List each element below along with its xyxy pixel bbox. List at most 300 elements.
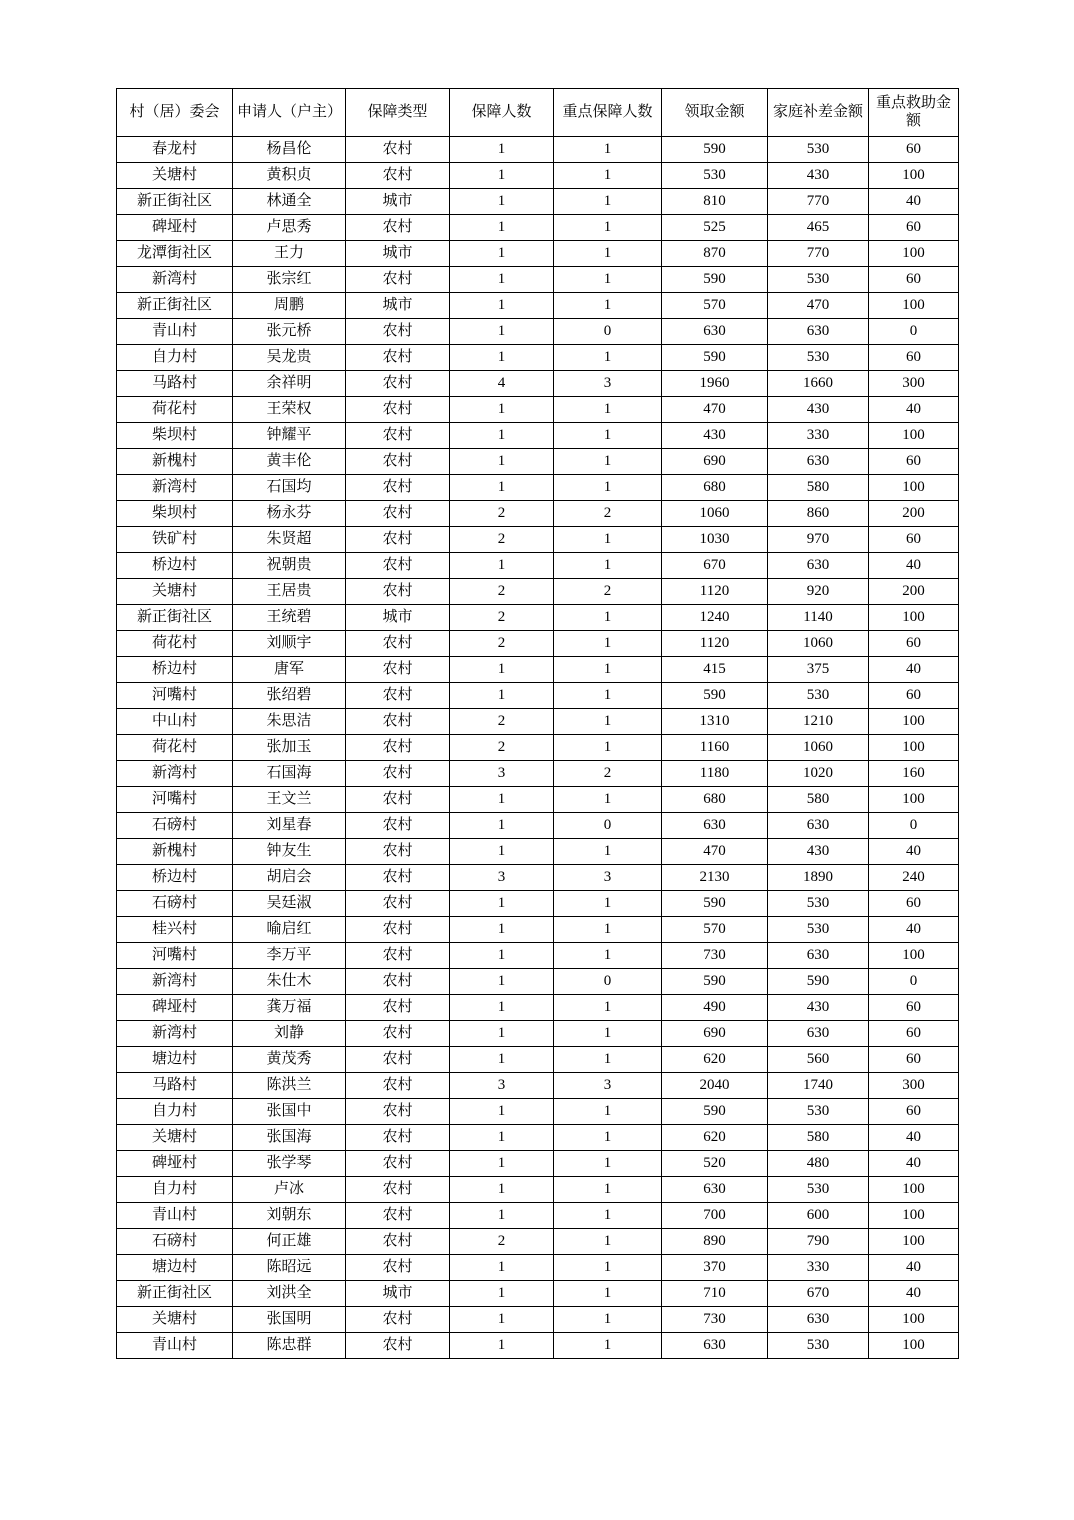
cell-type: 农村 [346, 1255, 450, 1281]
table-row [117, 917, 959, 943]
cell-amount-received: 430 [662, 423, 768, 449]
cell-applicant: 王统碧 [233, 605, 346, 631]
cell-people-count: 1 [450, 1333, 554, 1359]
cell-amount-received: 1120 [662, 631, 768, 657]
cell-people-count: 1 [450, 319, 554, 345]
table-row [117, 683, 959, 709]
cell-amount-received: 570 [662, 293, 768, 319]
cell-people-count: 2 [450, 735, 554, 761]
cell-type: 农村 [346, 501, 450, 527]
cell-village: 桥边村 [117, 865, 233, 891]
cell-key-assistance: 300 [869, 1073, 959, 1099]
cell-family-subsidy: 770 [768, 241, 869, 267]
cell-key-assistance: 60 [869, 995, 959, 1021]
table-row [117, 631, 959, 657]
cell-amount-received: 690 [662, 1021, 768, 1047]
cell-key-assistance: 100 [869, 1229, 959, 1255]
cell-type: 农村 [346, 267, 450, 293]
cell-key-people-count: 1 [554, 397, 662, 423]
cell-amount-received: 620 [662, 1047, 768, 1073]
cell-people-count: 1 [450, 345, 554, 371]
cell-applicant: 王居贵 [233, 579, 346, 605]
cell-key-assistance: 60 [869, 345, 959, 371]
cell-people-count: 1 [450, 683, 554, 709]
cell-type: 农村 [346, 1333, 450, 1359]
cell-people-count: 1 [450, 917, 554, 943]
cell-applicant: 石国海 [233, 761, 346, 787]
cell-applicant: 王力 [233, 241, 346, 267]
cell-amount-received: 590 [662, 267, 768, 293]
cell-type: 农村 [346, 631, 450, 657]
cell-amount-received: 370 [662, 1255, 768, 1281]
table-row [117, 761, 959, 787]
cell-village: 石磅村 [117, 813, 233, 839]
cell-applicant: 钟耀平 [233, 423, 346, 449]
cell-family-subsidy: 530 [768, 137, 869, 163]
cell-key-people-count: 1 [554, 683, 662, 709]
cell-family-subsidy: 630 [768, 1021, 869, 1047]
table-row [117, 345, 959, 371]
cell-applicant: 刘顺宇 [233, 631, 346, 657]
cell-family-subsidy: 330 [768, 1255, 869, 1281]
cell-amount-received: 630 [662, 1177, 768, 1203]
table-row [117, 397, 959, 423]
cell-applicant: 龚万福 [233, 995, 346, 1021]
cell-key-assistance: 60 [869, 683, 959, 709]
column-header-key-people-count: 重点保障人数 [554, 89, 662, 137]
cell-applicant: 唐军 [233, 657, 346, 683]
cell-amount-received: 730 [662, 943, 768, 969]
cell-amount-received: 590 [662, 969, 768, 995]
cell-people-count: 1 [450, 1177, 554, 1203]
cell-key-people-count: 1 [554, 891, 662, 917]
cell-people-count: 1 [450, 1021, 554, 1047]
cell-village: 新正街社区 [117, 605, 233, 631]
cell-applicant: 黄积贞 [233, 163, 346, 189]
cell-applicant: 刘星春 [233, 813, 346, 839]
cell-people-count: 1 [450, 267, 554, 293]
cell-key-assistance: 60 [869, 215, 959, 241]
cell-family-subsidy: 530 [768, 1099, 869, 1125]
cell-key-assistance: 60 [869, 449, 959, 475]
table-container [116, 88, 958, 1359]
table-row [117, 891, 959, 917]
cell-people-count: 1 [450, 1307, 554, 1333]
cell-village: 新正街社区 [117, 293, 233, 319]
cell-village: 荷花村 [117, 631, 233, 657]
cell-people-count: 3 [450, 865, 554, 891]
table-row [117, 163, 959, 189]
table-row [117, 579, 959, 605]
cell-type: 城市 [346, 189, 450, 215]
cell-key-assistance: 240 [869, 865, 959, 891]
cell-amount-received: 690 [662, 449, 768, 475]
cell-amount-received: 680 [662, 475, 768, 501]
cell-village: 新正街社区 [117, 189, 233, 215]
cell-key-assistance: 60 [869, 137, 959, 163]
cell-key-people-count: 1 [554, 189, 662, 215]
cell-key-assistance: 40 [869, 553, 959, 579]
cell-applicant: 王文兰 [233, 787, 346, 813]
cell-amount-received: 590 [662, 891, 768, 917]
cell-amount-received: 590 [662, 683, 768, 709]
cell-type: 农村 [346, 917, 450, 943]
cell-village: 新正街社区 [117, 1281, 233, 1307]
column-header-applicant: 申请人（户主） [233, 89, 346, 137]
cell-amount-received: 1240 [662, 605, 768, 631]
cell-key-people-count: 1 [554, 1151, 662, 1177]
cell-type: 农村 [346, 657, 450, 683]
cell-key-assistance: 40 [869, 397, 959, 423]
cell-key-assistance: 100 [869, 943, 959, 969]
cell-key-assistance: 100 [869, 241, 959, 267]
cell-type: 农村 [346, 787, 450, 813]
cell-amount-received: 630 [662, 813, 768, 839]
cell-type: 城市 [346, 605, 450, 631]
table-row [117, 1307, 959, 1333]
cell-people-count: 1 [450, 1151, 554, 1177]
cell-amount-received: 2130 [662, 865, 768, 891]
cell-key-people-count: 1 [554, 1099, 662, 1125]
cell-type: 农村 [346, 943, 450, 969]
cell-key-people-count: 3 [554, 1073, 662, 1099]
table-row [117, 605, 959, 631]
cell-key-people-count: 1 [554, 215, 662, 241]
table-row [117, 319, 959, 345]
cell-key-assistance: 0 [869, 319, 959, 345]
cell-applicant: 黄丰伦 [233, 449, 346, 475]
cell-village: 青山村 [117, 1333, 233, 1359]
cell-key-people-count: 0 [554, 319, 662, 345]
cell-village: 桂兴村 [117, 917, 233, 943]
cell-amount-received: 670 [662, 553, 768, 579]
table-row [117, 1047, 959, 1073]
cell-key-people-count: 1 [554, 709, 662, 735]
cell-amount-received: 525 [662, 215, 768, 241]
cell-family-subsidy: 580 [768, 1125, 869, 1151]
cell-village: 新槐村 [117, 449, 233, 475]
cell-type: 农村 [346, 1021, 450, 1047]
cell-type: 农村 [346, 579, 450, 605]
cell-village: 桥边村 [117, 553, 233, 579]
cell-amount-received: 415 [662, 657, 768, 683]
cell-amount-received: 620 [662, 1125, 768, 1151]
table-row [117, 813, 959, 839]
cell-people-count: 1 [450, 137, 554, 163]
column-header-village: 村（居）委会 [117, 89, 233, 137]
column-header-people-count: 保障人数 [450, 89, 554, 137]
cell-village: 石磅村 [117, 1229, 233, 1255]
cell-amount-received: 730 [662, 1307, 768, 1333]
table-row [117, 943, 959, 969]
cell-key-assistance: 0 [869, 813, 959, 839]
cell-family-subsidy: 1060 [768, 631, 869, 657]
cell-type: 农村 [346, 1099, 450, 1125]
cell-amount-received: 700 [662, 1203, 768, 1229]
cell-key-people-count: 1 [554, 1021, 662, 1047]
cell-village: 新湾村 [117, 475, 233, 501]
cell-type: 农村 [346, 319, 450, 345]
cell-people-count: 1 [450, 657, 554, 683]
cell-people-count: 1 [450, 163, 554, 189]
cell-people-count: 1 [450, 215, 554, 241]
cell-people-count: 4 [450, 371, 554, 397]
cell-type: 农村 [346, 163, 450, 189]
cell-key-people-count: 1 [554, 449, 662, 475]
cell-people-count: 1 [450, 293, 554, 319]
cell-key-people-count: 2 [554, 761, 662, 787]
table-row [117, 475, 959, 501]
cell-key-assistance: 200 [869, 501, 959, 527]
cell-key-people-count: 1 [554, 527, 662, 553]
cell-amount-received: 680 [662, 787, 768, 813]
table-row [117, 241, 959, 267]
cell-village: 柴坝村 [117, 501, 233, 527]
cell-amount-received: 1160 [662, 735, 768, 761]
cell-key-assistance: 100 [869, 787, 959, 813]
cell-key-people-count: 1 [554, 1229, 662, 1255]
cell-key-assistance: 60 [869, 891, 959, 917]
cell-family-subsidy: 470 [768, 293, 869, 319]
cell-family-subsidy: 630 [768, 943, 869, 969]
column-header-type: 保障类型 [346, 89, 450, 137]
cell-people-count: 1 [450, 241, 554, 267]
cell-family-subsidy: 530 [768, 683, 869, 709]
cell-village: 龙潭街社区 [117, 241, 233, 267]
cell-family-subsidy: 1740 [768, 1073, 869, 1099]
cell-village: 春龙村 [117, 137, 233, 163]
cell-family-subsidy: 530 [768, 1333, 869, 1359]
cell-applicant: 杨永芬 [233, 501, 346, 527]
cell-key-people-count: 1 [554, 1307, 662, 1333]
cell-village: 碑垭村 [117, 215, 233, 241]
cell-amount-received: 590 [662, 1099, 768, 1125]
table-row [117, 969, 959, 995]
cell-village: 青山村 [117, 1203, 233, 1229]
cell-people-count: 2 [450, 1229, 554, 1255]
cell-key-assistance: 60 [869, 1047, 959, 1073]
cell-key-people-count: 1 [554, 241, 662, 267]
cell-family-subsidy: 580 [768, 787, 869, 813]
cell-key-people-count: 1 [554, 1177, 662, 1203]
cell-village: 河嘴村 [117, 683, 233, 709]
table-row [117, 787, 959, 813]
cell-people-count: 1 [450, 1125, 554, 1151]
cell-key-assistance: 40 [869, 1255, 959, 1281]
cell-type: 农村 [346, 1073, 450, 1099]
table-row [117, 1021, 959, 1047]
cell-key-people-count: 1 [554, 735, 662, 761]
cell-key-people-count: 2 [554, 501, 662, 527]
cell-applicant: 卢冰 [233, 1177, 346, 1203]
cell-key-people-count: 1 [554, 1255, 662, 1281]
cell-village: 荷花村 [117, 735, 233, 761]
cell-type: 农村 [346, 475, 450, 501]
cell-applicant: 陈忠群 [233, 1333, 346, 1359]
cell-key-assistance: 100 [869, 735, 959, 761]
cell-applicant: 胡启会 [233, 865, 346, 891]
cell-family-subsidy: 630 [768, 553, 869, 579]
table-row [117, 1255, 959, 1281]
cell-village: 新槐村 [117, 839, 233, 865]
table-row [117, 709, 959, 735]
cell-key-assistance: 160 [869, 761, 959, 787]
cell-key-people-count: 2 [554, 579, 662, 605]
cell-key-people-count: 1 [554, 995, 662, 1021]
cell-family-subsidy: 560 [768, 1047, 869, 1073]
cell-people-count: 1 [450, 1099, 554, 1125]
cell-applicant: 吴廷淑 [233, 891, 346, 917]
cell-amount-received: 530 [662, 163, 768, 189]
cell-village: 新湾村 [117, 1021, 233, 1047]
cell-village: 新湾村 [117, 761, 233, 787]
cell-applicant: 朱思洁 [233, 709, 346, 735]
cell-amount-received: 2040 [662, 1073, 768, 1099]
cell-people-count: 1 [450, 969, 554, 995]
cell-type: 农村 [346, 1203, 450, 1229]
cell-key-people-count: 1 [554, 137, 662, 163]
cell-people-count: 1 [450, 189, 554, 215]
cell-key-assistance: 100 [869, 1203, 959, 1229]
cell-people-count: 1 [450, 423, 554, 449]
cell-people-count: 1 [450, 449, 554, 475]
cell-people-count: 1 [450, 1203, 554, 1229]
cell-village: 铁矿村 [117, 527, 233, 553]
cell-type: 农村 [346, 1307, 450, 1333]
cell-people-count: 1 [450, 839, 554, 865]
cell-key-assistance: 40 [869, 839, 959, 865]
cell-amount-received: 630 [662, 1333, 768, 1359]
cell-family-subsidy: 770 [768, 189, 869, 215]
cell-applicant: 刘静 [233, 1021, 346, 1047]
table-row [117, 1073, 959, 1099]
cell-key-assistance: 100 [869, 163, 959, 189]
cell-family-subsidy: 1020 [768, 761, 869, 787]
cell-key-assistance: 100 [869, 709, 959, 735]
cell-key-people-count: 1 [554, 1333, 662, 1359]
cell-family-subsidy: 330 [768, 423, 869, 449]
cell-applicant: 祝朝贵 [233, 553, 346, 579]
cell-village: 关塘村 [117, 1307, 233, 1333]
cell-village: 石磅村 [117, 891, 233, 917]
cell-key-people-count: 1 [554, 293, 662, 319]
cell-key-people-count: 1 [554, 1125, 662, 1151]
cell-applicant: 张国海 [233, 1125, 346, 1151]
cell-key-assistance: 200 [869, 579, 959, 605]
cell-type: 农村 [346, 423, 450, 449]
cell-people-count: 2 [450, 527, 554, 553]
table-row [117, 1203, 959, 1229]
cell-key-people-count: 1 [554, 943, 662, 969]
cell-family-subsidy: 630 [768, 319, 869, 345]
cell-amount-received: 630 [662, 319, 768, 345]
cell-key-people-count: 1 [554, 423, 662, 449]
cell-family-subsidy: 1060 [768, 735, 869, 761]
cell-village: 荷花村 [117, 397, 233, 423]
cell-key-assistance: 40 [869, 657, 959, 683]
cell-key-people-count: 1 [554, 267, 662, 293]
cell-applicant: 周鹏 [233, 293, 346, 319]
cell-people-count: 2 [450, 631, 554, 657]
cell-family-subsidy: 1210 [768, 709, 869, 735]
cell-type: 农村 [346, 397, 450, 423]
cell-people-count: 1 [450, 943, 554, 969]
table-row [117, 1177, 959, 1203]
table-row [117, 1229, 959, 1255]
cell-family-subsidy: 590 [768, 969, 869, 995]
cell-applicant: 卢思秀 [233, 215, 346, 241]
cell-people-count: 1 [450, 1047, 554, 1073]
cell-village: 桥边村 [117, 657, 233, 683]
cell-type: 农村 [346, 215, 450, 241]
cell-type: 农村 [346, 1177, 450, 1203]
cell-type: 农村 [346, 137, 450, 163]
column-header-family-subsidy: 家庭补差金额 [768, 89, 869, 137]
cell-key-assistance: 60 [869, 1099, 959, 1125]
cell-amount-received: 890 [662, 1229, 768, 1255]
cell-people-count: 1 [450, 397, 554, 423]
table-row [117, 449, 959, 475]
cell-village: 河嘴村 [117, 943, 233, 969]
table-row [117, 865, 959, 891]
cell-family-subsidy: 1890 [768, 865, 869, 891]
cell-applicant: 陈洪兰 [233, 1073, 346, 1099]
cell-key-people-count: 1 [554, 1203, 662, 1229]
cell-village: 关塘村 [117, 1125, 233, 1151]
cell-applicant: 张国明 [233, 1307, 346, 1333]
cell-type: 农村 [346, 553, 450, 579]
table-row [117, 501, 959, 527]
cell-applicant: 张学琴 [233, 1151, 346, 1177]
cell-applicant: 张国中 [233, 1099, 346, 1125]
cell-type: 农村 [346, 709, 450, 735]
table-row [117, 423, 959, 449]
cell-family-subsidy: 600 [768, 1203, 869, 1229]
cell-amount-received: 490 [662, 995, 768, 1021]
cell-village: 马路村 [117, 1073, 233, 1099]
cell-key-people-count: 1 [554, 553, 662, 579]
cell-key-assistance: 40 [869, 1125, 959, 1151]
table-row [117, 735, 959, 761]
cell-village: 河嘴村 [117, 787, 233, 813]
cell-key-assistance: 100 [869, 293, 959, 319]
cell-village: 塘边村 [117, 1047, 233, 1073]
cell-key-people-count: 1 [554, 475, 662, 501]
cell-applicant: 刘洪全 [233, 1281, 346, 1307]
cell-village: 自力村 [117, 1099, 233, 1125]
cell-key-assistance: 40 [869, 917, 959, 943]
cell-people-count: 2 [450, 501, 554, 527]
column-header-key-assistance: 重点救助金额 [869, 89, 959, 137]
cell-amount-received: 710 [662, 1281, 768, 1307]
cell-amount-received: 1030 [662, 527, 768, 553]
cell-amount-received: 590 [662, 137, 768, 163]
cell-type: 农村 [346, 839, 450, 865]
subsistence-allowance-table [116, 88, 959, 1359]
cell-type: 农村 [346, 1151, 450, 1177]
cell-applicant: 钟友生 [233, 839, 346, 865]
cell-type: 城市 [346, 1281, 450, 1307]
table-row [117, 215, 959, 241]
cell-type: 农村 [346, 683, 450, 709]
cell-people-count: 1 [450, 995, 554, 1021]
cell-key-assistance: 100 [869, 1177, 959, 1203]
cell-applicant: 张元桥 [233, 319, 346, 345]
table-body [117, 137, 959, 1359]
cell-family-subsidy: 790 [768, 1229, 869, 1255]
cell-amount-received: 470 [662, 397, 768, 423]
cell-applicant: 黄茂秀 [233, 1047, 346, 1073]
